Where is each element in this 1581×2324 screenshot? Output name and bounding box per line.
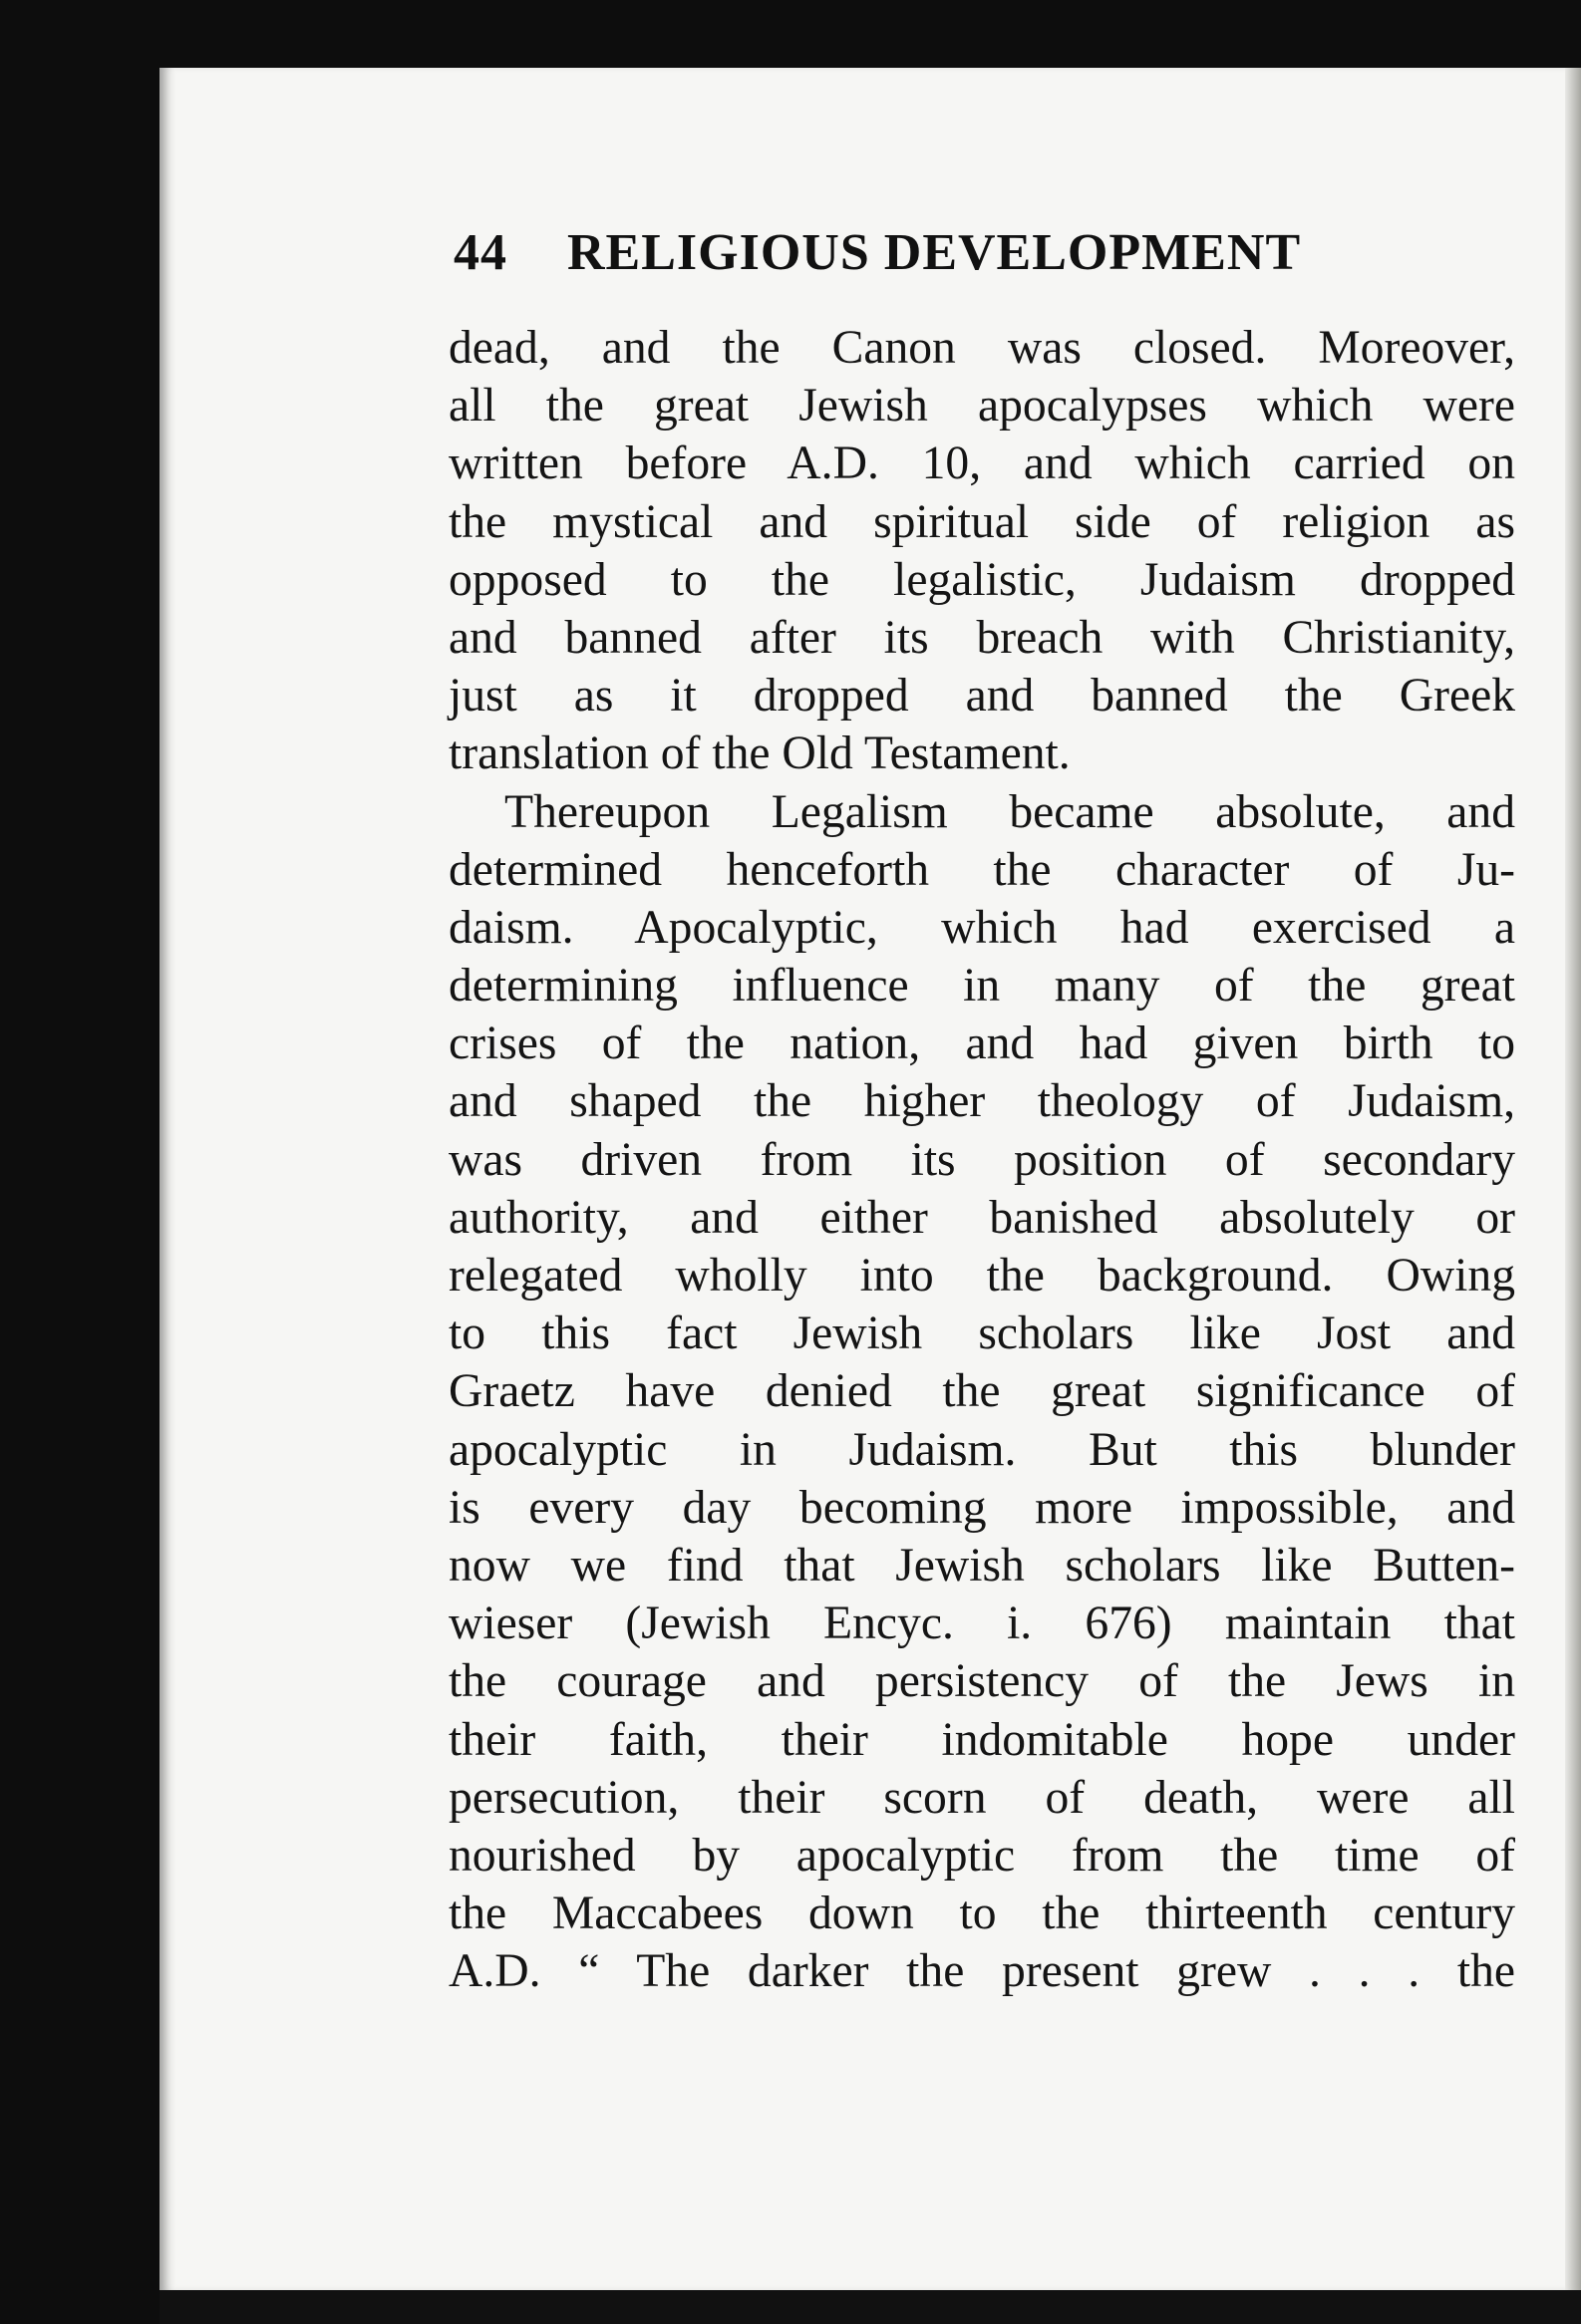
text-line: the mystical and spiritual side of religion as xyxy=(449,495,1515,548)
text-line: translation of the Old Testament. xyxy=(449,727,1071,780)
text-line: apocalyptic in Judaism. But this blunder xyxy=(449,1423,1515,1476)
running-header xyxy=(454,223,1450,282)
text-line: wieser (Jewish Encyc. i. 676) maintain that xyxy=(449,1598,1515,1650)
text-line: and banned after its breach with Christianity, xyxy=(449,611,1515,664)
page-number: 44 xyxy=(454,224,507,281)
text-line: all the great Jewish apocalypses which were xyxy=(449,380,1515,433)
text-line: the Maccabees down to the thirteenth century xyxy=(449,1888,1515,1940)
text-line: A.D. “ The darker the present grew . . . the xyxy=(449,1945,1515,1998)
text-line: opposed to the legalistic, Judaism dropped xyxy=(449,553,1515,606)
text-line: Thereupon Legalism became absolute, and xyxy=(504,785,1515,838)
running-title: RELIGIOUS DEVELOPMENT xyxy=(567,224,1302,281)
text-line: dead, and the Canon was closed. Moreover, xyxy=(449,322,1515,374)
text-line: just as it dropped and banned the Greek xyxy=(449,670,1515,723)
text-line: authority, and either banished absolutely or xyxy=(449,1191,1515,1244)
text-line: and shaped the higher theology of Judaism, xyxy=(449,1075,1515,1128)
text-line: is every day becoming more impossible, and xyxy=(449,1481,1515,1534)
text-line: written before A.D. 10, and which carried on xyxy=(449,437,1515,490)
text-line: daism. Apocalyptic, which had exercised a xyxy=(449,901,1515,954)
text-line: nourished by apocalyptic from the time of xyxy=(449,1829,1515,1882)
text-line: crises of the nation, and had given birth to xyxy=(449,1017,1515,1070)
text-line: was driven from its position of secondary xyxy=(449,1133,1515,1186)
text-line: the courage and persistency of the Jews in xyxy=(449,1655,1515,1708)
text-line: persecution, their scorn of death, were all xyxy=(449,1771,1515,1824)
page-edge xyxy=(1565,68,1581,2290)
scan-border xyxy=(159,2290,1581,2324)
text-line: relegated wholly into the background. Owing xyxy=(449,1250,1515,1302)
text-line: their faith, their indomitable hope under xyxy=(449,1713,1515,1766)
text-line: to this fact Jewish scholars like Jost and xyxy=(449,1307,1515,1360)
text-line: determined henceforth the character of Ju- xyxy=(449,843,1515,896)
text-line: Graetz have denied the great significance of xyxy=(449,1365,1515,1418)
body-text xyxy=(449,319,1515,2000)
text-line: determining influence in many of the great xyxy=(449,960,1515,1013)
text-line: now we find that Jewish scholars like Butten- xyxy=(449,1539,1515,1592)
